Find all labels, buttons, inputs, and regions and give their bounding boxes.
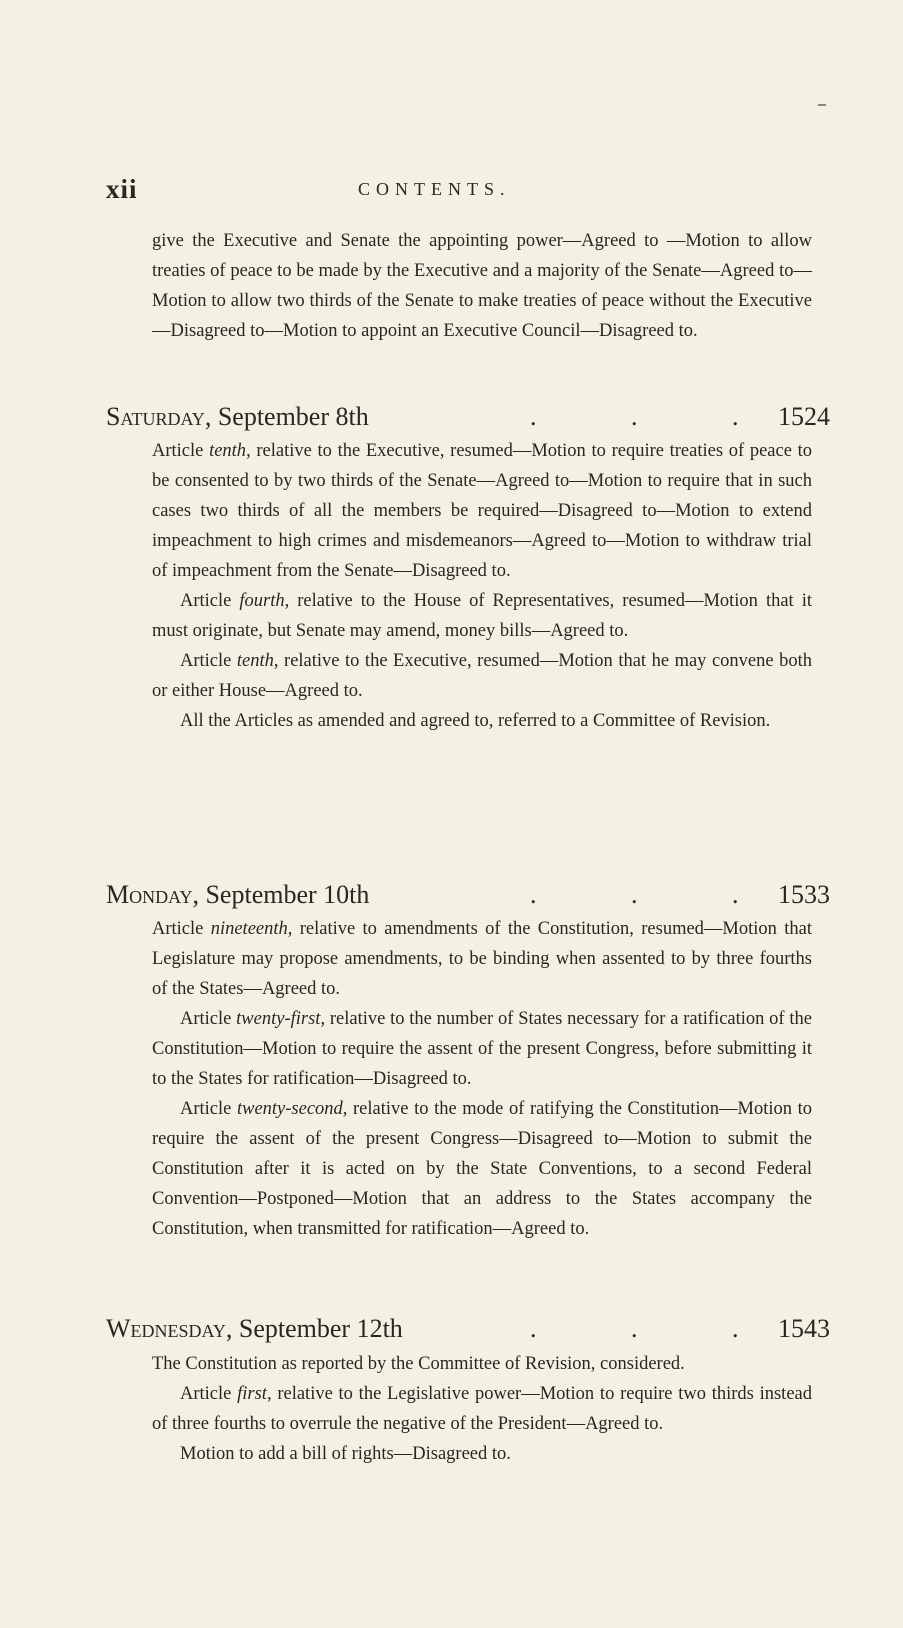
entry-paragraph: Article fourth, relative to the House of Representatives, resumed—Motion that it must originate, but Senate may amend, money bills—Agreed to.: [152, 591, 812, 641]
entry-paragraph: Article twenty-first, relative to the number of States necessary for a ratification of the Constitution—Motion to require the assent of the present Congress, before submitting it to the States for ratification—Disagreed to.: [152, 1009, 812, 1089]
entry-paragraph: Motion to add a bill of rights—Disagreed to.: [180, 1444, 511, 1464]
entry-paragraph: The Constitution as reported by the Committee of Revision, considered.: [152, 1354, 685, 1374]
entry-paragraph: Article first, relative to the Legislative power—Motion to require two thirds instead of three fourths to overrule the negative of the President—Agreed to.: [152, 1384, 812, 1434]
entry-paragraph: Article tenth, relative to the Executive, resumed—Motion that he may convene both or either House—Agreed to.: [152, 651, 812, 701]
dot-leader: . . .: [530, 402, 783, 431]
page-speck: [818, 104, 826, 106]
intro-block: [152, 226, 812, 346]
entry-paragraph: Article tenth, relative to the Executive, resumed—Motion to require treaties of peace to be consented to by two thirds of the Senate—Agreed to—Motion to require that in such cases two thirds of all the members be required—Disagreed to—Motion to extend impeachment to high crimes and misdemeanors—Agreed to—Motion to withdraw trial of impeachment from the Senate—Disagreed to.: [152, 441, 812, 581]
intro-paragraph: give the Executive and Senate the appointing power—Agreed to —Motion to allow treaties of peace to be made by the Executive and a majority of the Senate—Agreed to—Motion to allow two thirds of the Senate to make treaties of peace without the Executive—Disagreed to—Motion to appoint an Executive Council—Disagreed to.: [152, 231, 812, 341]
entry-body-monday: [152, 914, 812, 1244]
entry-paragraph: Article nineteenth, relative to amendments of the Constitution, resumed—Motion that Legislature may propose amendments, to be binding when assented to by three fourths of the States—Agreed to.: [152, 919, 812, 999]
entry-page-number: 1524: [778, 402, 830, 431]
entry-body-wednesday: [152, 1349, 812, 1469]
entry-paragraph: Article twenty-second, relative to the mode of ratifying the Constitution—Motion to require the assent of the present Congress—Disagreed to—Motion to submit the Constitution after it is acted on by the State Conventions, to a second Federal Convention—Postponed—Motion that an address to the States accompany the Constitution, when transmitted for ratification—Agreed to.: [152, 1099, 812, 1239]
running-title: CONTENTS.: [358, 179, 511, 199]
dot-leader: . . .: [530, 880, 783, 909]
page-number: xii: [106, 174, 138, 204]
entry-date: Wednesday, September 12th: [106, 1314, 403, 1343]
entry-page-number: 1533: [778, 880, 830, 909]
entry-heading-wednesday: [106, 1314, 830, 1350]
entry-paragraph: All the Articles as amended and agreed to, referred to a Committee of Revision.: [180, 711, 771, 731]
entry-date: Saturday, September 8th: [106, 402, 369, 431]
entry-body-saturday: [152, 436, 812, 736]
entry-date: Monday, September 10th: [106, 880, 370, 909]
dot-leader: . . .: [530, 1314, 783, 1343]
entry-page-number: 1543: [778, 1314, 830, 1343]
entry-heading-monday: [106, 880, 830, 916]
entry-heading-saturday: [106, 402, 830, 438]
